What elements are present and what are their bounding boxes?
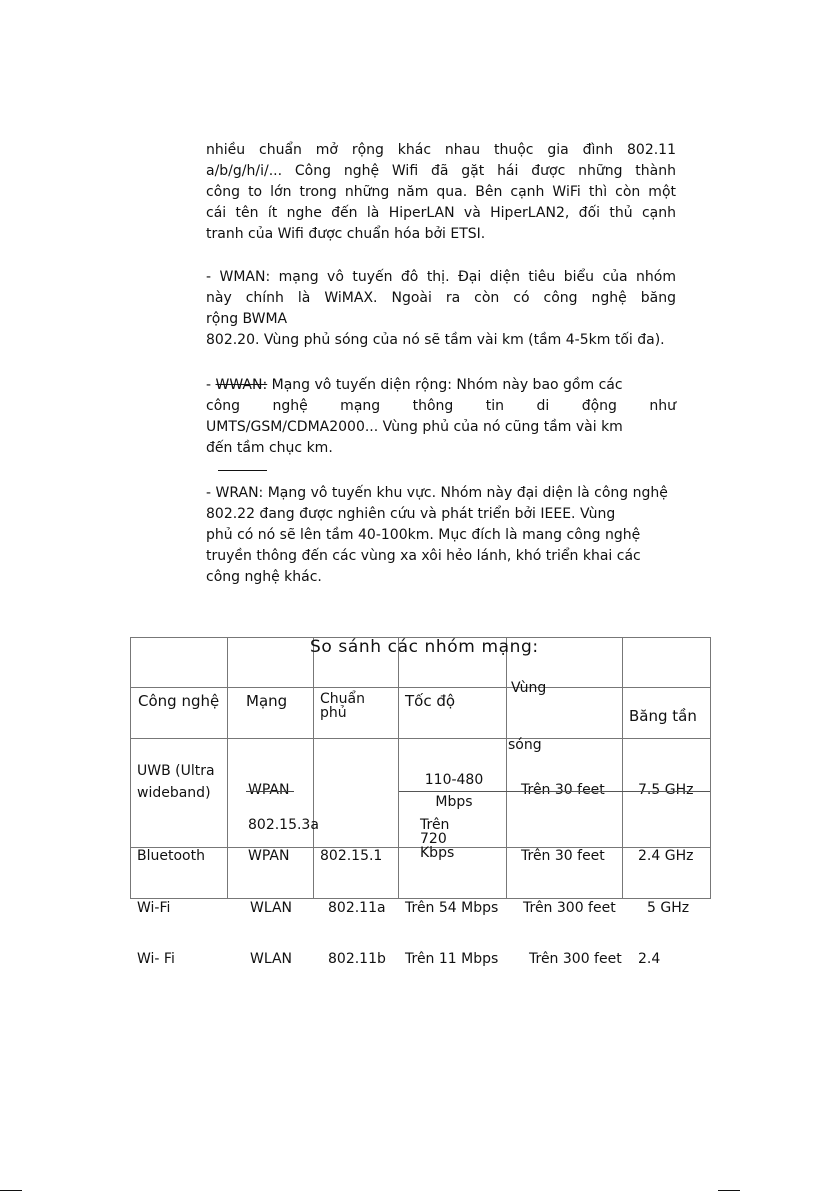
paragraph-wifi: [206, 140, 676, 245]
paragraph-line: công to lớn trong những năm qua. Bên cạnh WiFi thì còn một: [206, 184, 676, 200]
wifi-a-network: WLAN: [250, 900, 293, 916]
wifi-b-band: 2.4: [638, 951, 661, 967]
bluetooth-coverage: Trên 30 feet: [521, 848, 605, 864]
uwb-band: 7.5 GHz: [638, 782, 694, 798]
wifi-b-standard: 802.11b: [328, 951, 386, 967]
wifi-a-tech: Wi-Fi: [137, 900, 171, 916]
header-coverage-bottom: sóng: [508, 737, 542, 753]
paragraph-wran: [206, 483, 736, 588]
paragraph-line: cái tên ít nghe đến là HiperLAN và HiperLAN2, đối thủ cạnh: [206, 205, 676, 221]
table-column-divider: [506, 637, 507, 898]
paragraph-line: công nghệ mạng thông tin di động như: [206, 398, 676, 414]
header-network: Mạng: [246, 692, 288, 710]
paragraph-line: truyền thông đến các vùng xa xôi hẻo lánh, khó triển khai các: [206, 548, 641, 564]
paragraph-line: này chính là WiMAX. Ngoài ra còn có công nghệ băng: [206, 290, 676, 306]
table-column-divider: [398, 637, 399, 898]
table-row-divider: [130, 738, 711, 739]
table-column-divider: [227, 637, 228, 898]
paragraph-line: a/b/g/h/i/... Công nghệ Wifi đã gặt hái được những thành: [206, 163, 676, 179]
bluetooth-standard: 802.15.1: [320, 848, 383, 864]
paragraph-line: - WMAN: mạng vô tuyến đô thị. Đại diện tiêu biểu của nhóm: [206, 269, 676, 285]
paragraph-line: phủ có nó sẽ lên tầm 40-100km. Mục đích là mang công nghệ: [206, 527, 641, 543]
bluetooth-network: WPAN: [248, 848, 290, 864]
bluetooth-band: 2.4 GHz: [638, 848, 694, 864]
strike-line: [399, 791, 710, 792]
header-tech: Công nghệ: [138, 692, 220, 710]
paragraph-line: [206, 375, 676, 396]
wifi-a-coverage: Trên 300 feet: [523, 900, 616, 916]
paragraph-line: 802.20. Vùng phủ sóng của nó sẽ tầm vài km (tầm 4-5km tối đa).: [206, 332, 665, 348]
table-column-divider: [130, 637, 131, 898]
paragraph-line: UMTS/GSM/CDMA2000... Vùng phủ của nó cũng tầm vài km: [206, 419, 623, 435]
paragraph-line: 802.22 đang được nghiên cứu và phát triển bởi IEEE. Vùng: [206, 506, 616, 522]
table-border-right: [710, 637, 711, 898]
table-header-divider: [130, 687, 711, 688]
uwb-network: WPAN: [248, 782, 290, 798]
wifi-b-tech: Wi- Fi: [137, 951, 175, 967]
strike-line: [246, 791, 294, 792]
paragraph-line: đến tầm chục km.: [206, 440, 333, 456]
header-speed: Tốc độ: [405, 692, 456, 710]
uwb-coverage: Trên 30 feet: [521, 782, 605, 798]
uwb-tech: UWB (Ultra wideband): [137, 763, 215, 801]
header-standard: Chuẩn phủ: [320, 691, 365, 721]
paragraph-line: - WRAN: Mạng vô tuyến khu vực. Nhóm này đại diện là công nghệ: [206, 485, 668, 501]
table-title: So sánh các nhóm mạng:: [310, 637, 539, 657]
bluetooth-tech: Bluetooth: [137, 848, 205, 864]
wifi-b-coverage: Trên 300 feet: [529, 951, 622, 967]
table-column-divider: [313, 637, 314, 898]
wifi-a-standard: 802.11a: [328, 900, 386, 916]
uwb-speed: 110-480 Mbps: [424, 772, 484, 810]
bluetooth-speed: Trên 720 Kbps: [420, 817, 455, 861]
wifi-b-network: WLAN: [250, 951, 293, 967]
paragraph-wman: [206, 267, 676, 351]
wifi-b-speed: Trên 11 Mbps: [405, 951, 499, 967]
table-column-divider: [622, 637, 623, 898]
paragraph-line: công nghệ khác.: [206, 569, 322, 585]
list-dash: -: [206, 377, 216, 393]
page-corner-mark: [0, 1190, 22, 1191]
paragraph-line-rest: Mạng vô tuyến diện rộng: Nhóm này bao gồm các: [267, 377, 623, 393]
horizontal-rule: [218, 470, 267, 471]
uwb-standard: 802.15.3a: [248, 817, 319, 833]
wifi-a-speed: Trên 54 Mbps: [405, 900, 499, 916]
paragraph-wwan: [206, 375, 676, 459]
header-band: Băng tần: [629, 707, 697, 725]
header-coverage-top: Vùng: [511, 680, 547, 696]
paragraph-line: rộng BWMA: [206, 311, 288, 327]
paragraph-line: nhiều chuẩn mở rộng khác nhau thuộc gia đình 802.11: [206, 142, 676, 158]
paragraph-line: tranh của Wifi được chuẩn hóa bởi ETSI.: [206, 226, 486, 242]
wifi-a-band: 5 GHz: [647, 900, 690, 916]
strikethrough-term: WWAN:: [215, 377, 268, 393]
page-corner-mark: [718, 1190, 740, 1191]
